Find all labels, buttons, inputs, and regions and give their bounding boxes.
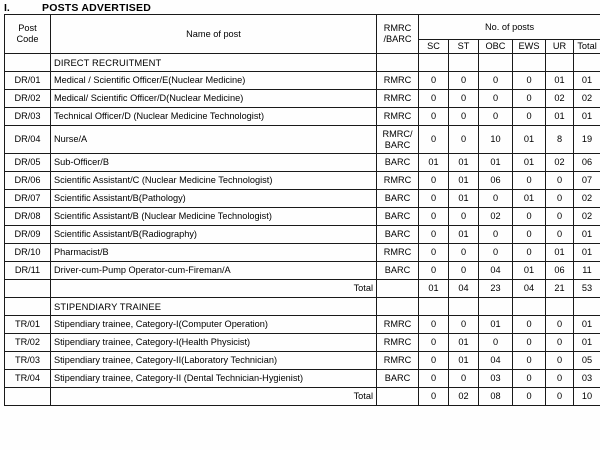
section-heading-empty-cell (513, 298, 546, 316)
table-row (5, 72, 600, 90)
column-header-obc: OBC (479, 40, 513, 54)
cell-count-sc: 0 (419, 334, 449, 352)
cell-organisation: RMRC (377, 334, 419, 352)
table-row (5, 334, 600, 352)
cell-count-ews: 0 (513, 370, 546, 388)
cell-count-sc: 0 (419, 190, 449, 208)
cell-count-obc: 02 (479, 208, 513, 226)
cell-name-of-post: Medical / Scientific Officer/E(Nuclear Medicine) (51, 72, 377, 90)
section-heading-empty-cell (449, 54, 479, 72)
table-row (5, 262, 600, 280)
cell-count-ews: 0 (513, 72, 546, 90)
total-count-obc: 08 (479, 388, 513, 406)
cell-count-sc: 0 (419, 90, 449, 108)
cell-count-total: 01 (574, 72, 600, 90)
cell-count-st: 0 (449, 208, 479, 226)
table-row (5, 190, 600, 208)
cell-count-total: 01 (574, 316, 600, 334)
total-count-obc: 23 (479, 280, 513, 298)
cell-count-sc: 01 (419, 154, 449, 172)
cell-count-ur: 0 (546, 226, 574, 244)
cell-count-st: 0 (449, 90, 479, 108)
cell-count-ur: 02 (546, 90, 574, 108)
section-heading-empty-cell (449, 298, 479, 316)
cell-count-ews: 0 (513, 108, 546, 126)
total-count-st: 02 (449, 388, 479, 406)
cell-count-ews: 0 (513, 208, 546, 226)
cell-count-total: 01 (574, 226, 600, 244)
table-header (5, 15, 600, 54)
cell-name-of-post: Driver-cum-Pump Operator-cum-Fireman/A (51, 262, 377, 280)
cell-post-code: DR/03 (5, 108, 51, 126)
page-title (0, 0, 600, 14)
post-code-label-line1: Post (18, 23, 37, 33)
cell-count-sc: 0 (419, 72, 449, 90)
cell-organisation-line1: RMRC/ (382, 128, 413, 139)
column-header-st: ST (449, 40, 479, 54)
column-header-ur: UR (546, 40, 574, 54)
cell-count-ur: 0 (546, 334, 574, 352)
cell-count-sc: 0 (419, 316, 449, 334)
cell-organisation: BARC (377, 208, 419, 226)
cell-count-ews: 0 (513, 226, 546, 244)
column-header-no-of-posts: No. of posts (419, 15, 600, 40)
table-row (5, 154, 600, 172)
table-row (5, 108, 600, 126)
cell-count-obc: 06 (479, 172, 513, 190)
table-row (5, 370, 600, 388)
cell-count-total: 05 (574, 352, 600, 370)
cell-count-ur: 06 (546, 262, 574, 280)
table-header-row-primary (5, 15, 600, 40)
cell-post-code: TR/04 (5, 370, 51, 388)
cell-count-total: 11 (574, 262, 600, 280)
post-code-label-line2: Code (16, 34, 39, 44)
cell-count-total: 02 (574, 190, 600, 208)
cell-post-code: DR/09 (5, 226, 51, 244)
total-row-code-cell (5, 280, 51, 298)
total-count-ur: 0 (546, 388, 574, 406)
cell-count-sc: 0 (419, 108, 449, 126)
cell-count-ur: 01 (546, 108, 574, 126)
cell-count-sc: 0 (419, 262, 449, 280)
table-row (5, 126, 600, 154)
cell-post-code: TR/01 (5, 316, 51, 334)
cell-post-code: DR/01 (5, 72, 51, 90)
cell-post-code: DR/04 (5, 126, 51, 154)
cell-name-of-post: Stipendiary trainee, Category-I(Health Physicist) (51, 334, 377, 352)
cell-count-obc: 0 (479, 190, 513, 208)
cell-count-ews: 0 (513, 90, 546, 108)
column-header-name-of-post: Name of post (51, 15, 377, 54)
total-row-organisation-cell (377, 280, 419, 298)
cell-count-ur: 0 (546, 316, 574, 334)
total-row-label: Total (51, 388, 377, 406)
section-heading-label: STIPENDIARY TRAINEE (51, 298, 377, 316)
cell-count-sc: 0 (419, 244, 449, 262)
cell-count-total: 01 (574, 244, 600, 262)
section-heading-empty-cell (479, 54, 513, 72)
cell-count-ews: 0 (513, 316, 546, 334)
column-header-organisation (377, 15, 419, 54)
cell-count-obc: 04 (479, 262, 513, 280)
section-heading-empty-cell (419, 54, 449, 72)
cell-count-sc: 0 (419, 352, 449, 370)
cell-post-code: TR/02 (5, 334, 51, 352)
cell-count-obc: 0 (479, 108, 513, 126)
cell-post-code: DR/10 (5, 244, 51, 262)
cell-count-ur: 01 (546, 72, 574, 90)
cell-count-obc: 04 (479, 352, 513, 370)
cell-name-of-post: Scientific Assistant/B(Radiography) (51, 226, 377, 244)
table-row (5, 90, 600, 108)
section-numeral: I. (4, 2, 10, 14)
cell-count-ews: 01 (513, 262, 546, 280)
section-heading-empty-cell (479, 298, 513, 316)
cell-organisation: RMRC (377, 316, 419, 334)
section-total-row (5, 280, 600, 298)
cell-organisation: RMRC (377, 90, 419, 108)
cell-count-sc: 0 (419, 172, 449, 190)
cell-post-code: DR/07 (5, 190, 51, 208)
cell-organisation: RMRC (377, 352, 419, 370)
cell-count-ur: 8 (546, 126, 574, 154)
cell-name-of-post: Technical Officer/D (Nuclear Medicine Technologist) (51, 108, 377, 126)
cell-count-st: 0 (449, 108, 479, 126)
section-heading-empty-cell (377, 54, 419, 72)
total-count-st: 04 (449, 280, 479, 298)
total-count-total: 10 (574, 388, 600, 406)
cell-post-code: DR/05 (5, 154, 51, 172)
cell-name-of-post: Scientific Assistant/B (Nuclear Medicine Technologist) (51, 208, 377, 226)
organisation-label-line2: /BARC (383, 34, 412, 44)
cell-count-obc: 0 (479, 334, 513, 352)
total-row-organisation-cell (377, 388, 419, 406)
cell-name-of-post: Medical/ Scientific Officer/D(Nuclear Medicine) (51, 90, 377, 108)
column-header-post-code (5, 15, 51, 54)
cell-count-total: 19 (574, 126, 600, 154)
cell-count-ews: 01 (513, 126, 546, 154)
cell-post-code: DR/11 (5, 262, 51, 280)
cell-count-obc: 0 (479, 226, 513, 244)
section-heading-empty-cell (574, 298, 600, 316)
cell-count-total: 03 (574, 370, 600, 388)
cell-name-of-post: Scientific Assistant/B(Pathology) (51, 190, 377, 208)
section-heading-row (5, 54, 600, 72)
cell-name-of-post: Scientific Assistant/C (Nuclear Medicine Technologist) (51, 172, 377, 190)
cell-count-sc: 0 (419, 226, 449, 244)
table-row (5, 316, 600, 334)
section-heading-row (5, 298, 600, 316)
cell-post-code: TR/03 (5, 352, 51, 370)
cell-organisation-line2: BARC (384, 139, 411, 150)
cell-name-of-post: Nurse/A (51, 126, 377, 154)
cell-count-ur: 02 (546, 154, 574, 172)
cell-count-st: 0 (449, 126, 479, 154)
cell-count-obc: 03 (479, 370, 513, 388)
section-heading-empty-cell (546, 54, 574, 72)
section-heading-empty-cell (419, 298, 449, 316)
cell-count-total: 01 (574, 108, 600, 126)
column-header-sc: SC (419, 40, 449, 54)
column-header-total: Total (574, 40, 600, 54)
cell-count-st: 01 (449, 172, 479, 190)
table-row (5, 172, 600, 190)
cell-count-sc: 0 (419, 126, 449, 154)
section-heading-label: DIRECT RECRUITMENT (51, 54, 377, 72)
cell-count-ur: 0 (546, 190, 574, 208)
total-count-ur: 21 (546, 280, 574, 298)
cell-organisation: RMRC (377, 244, 419, 262)
section-title-text: POSTS ADVERTISED (42, 2, 151, 14)
total-count-sc: 0 (419, 388, 449, 406)
cell-count-sc: 0 (419, 208, 449, 226)
cell-post-code: DR/08 (5, 208, 51, 226)
cell-organisation: RMRC (377, 172, 419, 190)
cell-name-of-post: Sub-Officer/B (51, 154, 377, 172)
section-heading-empty-cell (546, 298, 574, 316)
cell-count-ur: 0 (546, 172, 574, 190)
cell-count-obc: 01 (479, 316, 513, 334)
cell-name-of-post: Stipendiary trainee, Category-I(Computer Operation) (51, 316, 377, 334)
cell-name-of-post: Pharmacist/B (51, 244, 377, 262)
cell-organisation: BARC (377, 370, 419, 388)
cell-organisation: BARC (377, 154, 419, 172)
cell-count-ews: 01 (513, 190, 546, 208)
cell-count-total: 02 (574, 208, 600, 226)
cell-count-total: 06 (574, 154, 600, 172)
table-row (5, 208, 600, 226)
table-row (5, 352, 600, 370)
cell-name-of-post: Stipendiary trainee, Category-II(Laboratory Technician) (51, 352, 377, 370)
cell-organisation: RMRC (377, 108, 419, 126)
total-count-total: 53 (574, 280, 600, 298)
cell-count-ews: 0 (513, 172, 546, 190)
cell-count-st: 01 (449, 190, 479, 208)
cell-count-ur: 0 (546, 352, 574, 370)
cell-count-st: 0 (449, 370, 479, 388)
cell-count-st: 0 (449, 316, 479, 334)
section-heading-empty-cell (574, 54, 600, 72)
cell-count-ur: 01 (546, 244, 574, 262)
section-heading-code-cell (5, 298, 51, 316)
table-body (5, 54, 600, 406)
cell-post-code: DR/02 (5, 90, 51, 108)
cell-post-code: DR/06 (5, 172, 51, 190)
table-row (5, 226, 600, 244)
cell-name-of-post: Stipendiary trainee, Category-II (Dental Technician-Hygienist) (51, 370, 377, 388)
total-row-code-cell (5, 388, 51, 406)
total-count-sc: 01 (419, 280, 449, 298)
cell-count-obc: 0 (479, 90, 513, 108)
cell-count-obc: 01 (479, 154, 513, 172)
posts-advertised-table (4, 14, 600, 406)
cell-organisation: BARC (377, 226, 419, 244)
cell-count-ews: 0 (513, 244, 546, 262)
cell-count-obc: 0 (479, 72, 513, 90)
cell-count-ews: 0 (513, 352, 546, 370)
cell-organisation: BARC (377, 190, 419, 208)
section-heading-empty-cell (513, 54, 546, 72)
section-heading-empty-cell (377, 298, 419, 316)
cell-count-ur: 0 (546, 370, 574, 388)
cell-count-obc: 0 (479, 244, 513, 262)
cell-count-st: 01 (449, 334, 479, 352)
cell-organisation: RMRC (377, 72, 419, 90)
cell-organisation (377, 126, 419, 154)
cell-count-total: 02 (574, 90, 600, 108)
cell-count-total: 07 (574, 172, 600, 190)
section-heading-code-cell (5, 54, 51, 72)
cell-count-st: 01 (449, 352, 479, 370)
cell-organisation: BARC (377, 262, 419, 280)
cell-count-total: 01 (574, 334, 600, 352)
total-count-ews: 0 (513, 388, 546, 406)
cell-count-ur: 0 (546, 208, 574, 226)
cell-count-st: 01 (449, 226, 479, 244)
section-total-row (5, 388, 600, 406)
cell-count-st: 0 (449, 262, 479, 280)
cell-count-sc: 0 (419, 370, 449, 388)
cell-count-st: 01 (449, 154, 479, 172)
cell-count-ews: 01 (513, 154, 546, 172)
organisation-label-line1: RMRC (383, 23, 412, 33)
cell-count-st: 0 (449, 244, 479, 262)
total-row-label: Total (51, 280, 377, 298)
cell-count-st: 0 (449, 72, 479, 90)
table-row (5, 244, 600, 262)
total-count-ews: 04 (513, 280, 546, 298)
cell-count-obc: 10 (479, 126, 513, 154)
column-header-ews: EWS (513, 40, 546, 54)
cell-count-ews: 0 (513, 334, 546, 352)
